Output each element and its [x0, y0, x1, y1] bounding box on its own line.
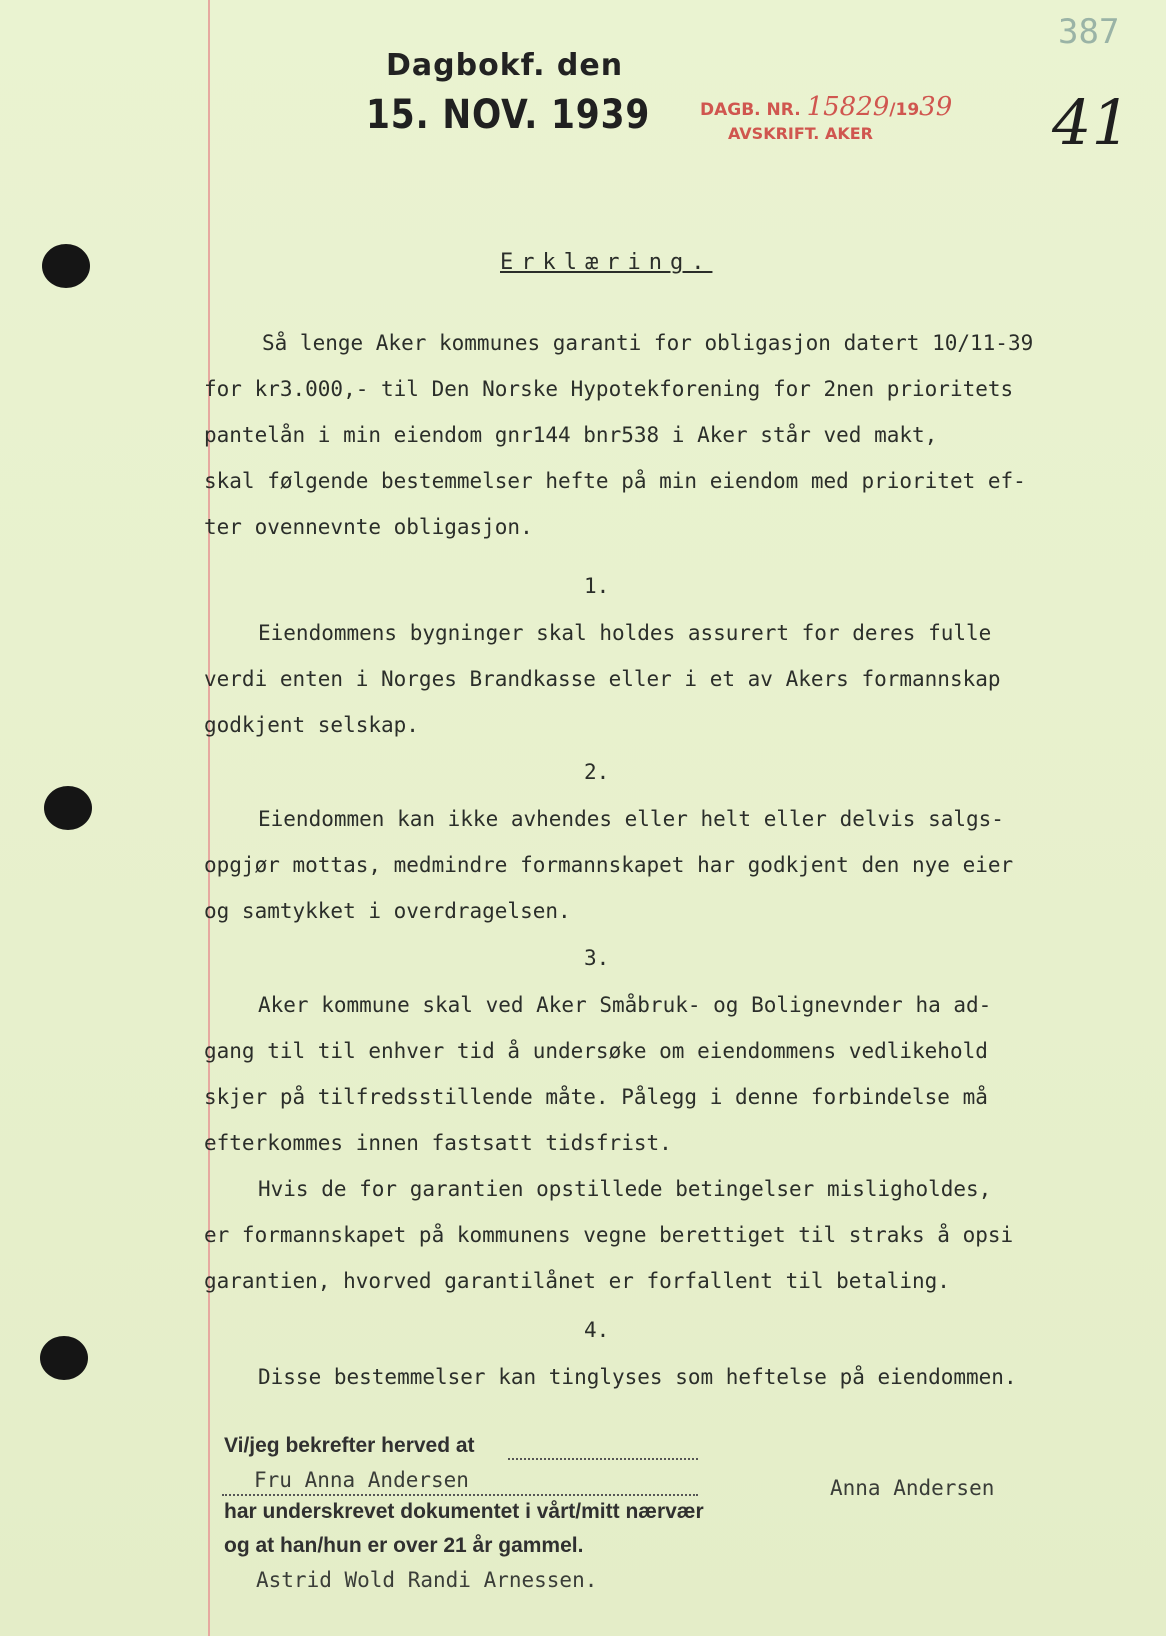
- section-number: 1.: [584, 574, 610, 598]
- certification-line-3: og at han/hun er over 21 år gammel.: [224, 1534, 584, 1557]
- margin-rule: [208, 0, 210, 1636]
- body-line: gang til til enhver tid å undersøke om eiendommens vedlikehold: [204, 1039, 988, 1063]
- journal-label: DAGB. NR.: [700, 100, 801, 120]
- body-line: Aker kommune skal ved Aker Småbruk- og Bolignevnder ha ad-: [258, 993, 992, 1017]
- document-title: Erklæring.: [500, 250, 713, 275]
- body-line: ter ovennevnte obligasjon.: [204, 515, 533, 539]
- body-line: Eiendommen kan ikke avhendes eller helt eller delvis salgs-: [258, 807, 1004, 831]
- certification-line-2: har underskrevet dokumentet i vårt/mitt nærvær: [224, 1500, 704, 1523]
- body-line: Disse bestemmelser kan tinglyses som heftelse på eiendommen.: [258, 1365, 1017, 1389]
- folio-number: 41: [1052, 86, 1131, 159]
- body-line: skal følgende bestemmelser hefte på min eiendom med prioritet ef-: [204, 469, 1026, 493]
- body-line: Hvis de for garantien opstillede betingelser misligholdes,: [258, 1177, 992, 1201]
- punch-hole: [44, 786, 92, 830]
- stamp-date: 15. NOV. 1939: [366, 92, 651, 138]
- body-line: opgjør mottas, medmindre formannskapet har godkjent den nye eier: [204, 853, 1014, 877]
- punch-hole: [42, 244, 90, 288]
- body-line: for kr3.000,- til Den Norske Hypotekforening for 2nen prioritets: [204, 377, 1014, 401]
- page-number: 387: [1058, 12, 1120, 52]
- section-number: 4.: [584, 1318, 610, 1342]
- office-stamp: AVSKRIFT. AKER: [728, 124, 873, 143]
- journal-year-prefix: /19: [889, 100, 920, 120]
- punch-hole: [40, 1336, 88, 1380]
- signer-name: Fru Anna Andersen: [254, 1468, 469, 1492]
- certification-line-1: Vi/jeg bekrefter herved at: [224, 1434, 475, 1457]
- dotted-rule: [508, 1458, 698, 1460]
- journal-number: 15829: [806, 92, 890, 122]
- body-line: og samtykket i overdragelsen.: [204, 899, 571, 923]
- section-number: 3.: [584, 946, 610, 970]
- section-number: 2.: [584, 760, 610, 784]
- stamp-label: Dagbokf. den: [386, 48, 624, 83]
- body-line: er formannskapet på kommunens vegne berettiget til straks å opsi: [204, 1223, 1014, 1247]
- witness-names: Astrid Wold Randi Arnessen.: [256, 1568, 598, 1592]
- body-line: skjer på tilfredsstillende måte. Pålegg i denne forbindelse må: [204, 1085, 988, 1109]
- body-line: garantien, hvorved garantilånet er forfallent til betaling.: [204, 1269, 950, 1293]
- signature-right: Anna Andersen: [830, 1476, 995, 1500]
- dotted-rule: [222, 1494, 698, 1496]
- body-line: Eiendommens bygninger skal holdes assurert for deres fulle: [258, 621, 992, 645]
- body-line: Så lenge Aker kommunes garanti for obligasjon datert 10/11-39: [262, 331, 1034, 355]
- journal-stamp: [700, 92, 952, 122]
- body-line: pantelån i min eiendom gnr144 bnr538 i Aker står ved makt,: [204, 423, 938, 447]
- body-line: verdi enten i Norges Brandkasse eller i et av Akers formannskap: [204, 667, 1001, 691]
- body-line: efterkommes innen fastsatt tidsfrist.: [204, 1131, 672, 1155]
- body-line: godkjent selskap.: [204, 713, 419, 737]
- journal-year: 39: [919, 92, 953, 122]
